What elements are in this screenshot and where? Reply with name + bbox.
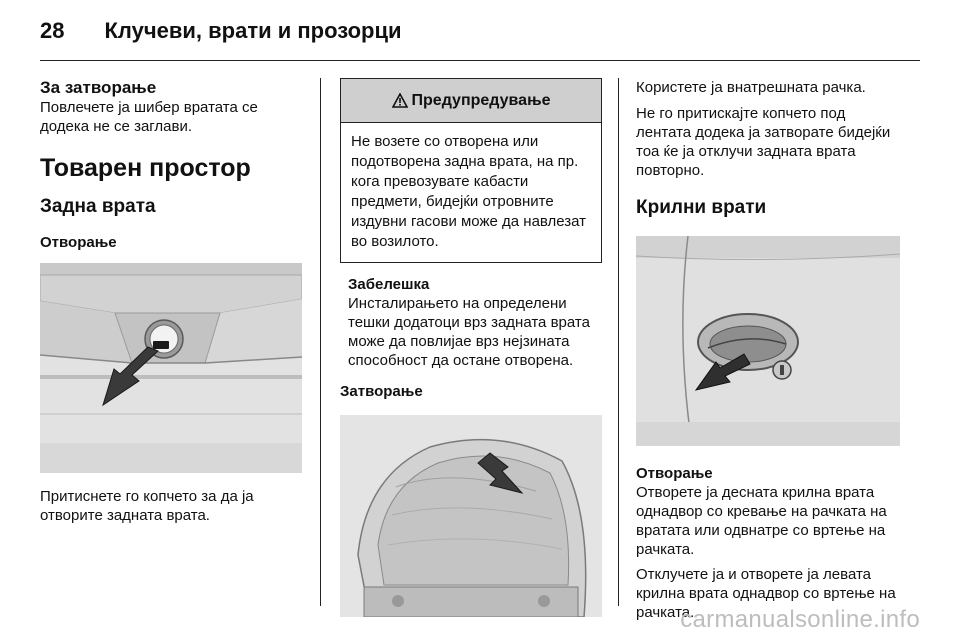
header-rule: [40, 60, 920, 61]
chapter-title: Клучеви, врати и прозорци: [104, 18, 402, 43]
column-3: [636, 78, 904, 622]
warning-text: Не возете со отворена или подотворена задна врата, на пр. кога превозувате кабасти предмети, бидејќи отровните издувни гасови може да навлезат во возилото.: [351, 133, 587, 250]
tailgate-opening-heading: Отворање: [40, 234, 117, 251]
wing-door-handle-drawing: [636, 236, 900, 446]
note-block: [340, 275, 602, 370]
page-number: 28: [40, 18, 65, 43]
column-1: [40, 78, 302, 525]
wing-doors-title: Крилни врати: [636, 197, 767, 218]
tailgate-button-illustration: [40, 263, 302, 473]
cargo-area-title: Товарен простор: [40, 154, 251, 182]
inner-handle-text: Користете ја внатрешната рачка.: [636, 79, 866, 96]
warning-triangle-icon: [392, 93, 408, 108]
tailgate-button-drawing: [40, 263, 302, 473]
wing-door-opening-heading: Отворање: [636, 465, 713, 482]
wing-door-handle-illustration: [636, 236, 900, 446]
watermark: carmanualsonline.info: [680, 606, 920, 633]
sliding-door-closing-text: Повлечете ја шибер вратата се додека не се заглави.: [40, 99, 258, 135]
warning-header: [341, 79, 601, 123]
note-heading: Забелешка: [348, 276, 430, 293]
tailgate-title: Задна врата: [40, 196, 156, 217]
button-warning-text: Не го притискајте копчето под лентата додека ја затворате бидејќи тоа ќе ја отклучи задната врата повторно.: [636, 105, 891, 179]
sliding-door-closing-heading: За затворање: [40, 78, 157, 97]
note-text: Инсталирањето на определени тешки додатоци врз задната врата може да повлијае врз нејзината способност да остане отворена.: [348, 295, 590, 369]
warning-box: [340, 78, 602, 263]
tailgate-closing-illustration: [340, 415, 602, 617]
right-wing-door-text: Отворете ја десната крилна врата однадвор со кревање на рачката на вратата или одвнатре со вртење на рачката.: [636, 484, 887, 558]
column-divider-2: [618, 78, 619, 606]
warning-title: Предупредување: [411, 91, 551, 109]
column-divider-1: [320, 78, 321, 606]
column-2: [340, 78, 602, 617]
tailgate-opening-caption: Притиснете го копчето за да ја отворите задната врата.: [40, 488, 254, 524]
tailgate-closing-heading: Затворање: [340, 383, 423, 400]
tailgate-closing-drawing: [340, 415, 602, 617]
left-wing-door-text: Отклучете ја и отворете ја левата крилна врата однадвор со вртење на рачката.: [636, 566, 896, 621]
page-header: [40, 18, 402, 50]
